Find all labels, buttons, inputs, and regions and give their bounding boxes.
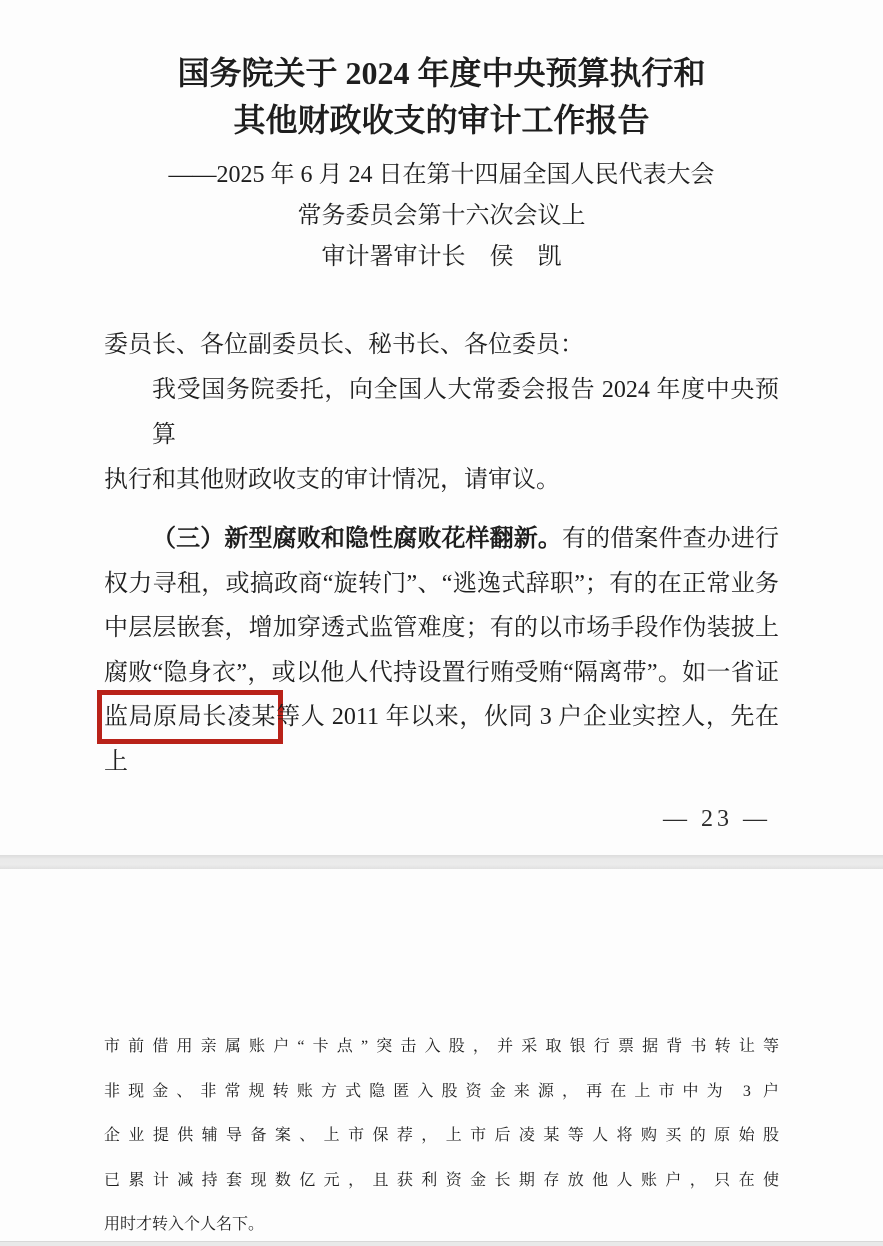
title-line-1: 国务院关于 2024 年度中央预算执行和	[177, 55, 706, 91]
subtitle-line-2: 常务委员会第十六次会议上	[297, 203, 586, 229]
page2-line-3: 企业提供辅导备案、上市保荐，上市后凌某等人将购买的原始股	[104, 1127, 779, 1144]
section-paragraph	[104, 517, 779, 784]
document-title	[104, 50, 779, 144]
section-line-1-rest: 有的借案件查办进行	[562, 526, 780, 552]
section-line-2: 权力寻租，或搞政商“旋转门”、“逃逸式辞职”；有的在正常业务	[104, 570, 779, 597]
page2-line-2: 非现金、非常规转账方式隐匿入股资金来源，再在上市中为 3 户	[104, 1082, 779, 1100]
highlight-box: 监局原局长凌某	[97, 690, 283, 744]
body-text-page2	[104, 1025, 779, 1241]
page2-line-4: 已累计减持套现数亿元，且获利资金长期存放他人账户，只在使	[104, 1171, 779, 1189]
section-line-3: 中层层嵌套，增加穿透式监管难度；有的以市场手段作伪装披上	[104, 615, 779, 641]
title-line-2: 其他财政收支的审计工作报告	[233, 102, 650, 138]
section-heading-bold: （三）新型腐败和隐性腐败花样翻新。	[152, 526, 563, 552]
section-line-5-rest: 等人 2011 年以来，伙同 3 户企业实控人，先在上	[104, 704, 780, 775]
intro-paragraph	[104, 368, 779, 503]
salutation-line: 委员长、各位副委员长、秘书长、各位委员：	[104, 332, 584, 358]
subtitle-line-1: ——2025 年 6 月 24 日在第十四届全国人民代表大会	[168, 162, 715, 188]
page-2	[0, 869, 883, 1241]
intro-line-1: 我受国务院委托，向全国人大常委会报告 2024 年度中央预算	[152, 377, 779, 448]
intro-line-2: 执行和其他财政收支的审计情况，请审议。	[104, 467, 560, 493]
section-line-4: 腐败“隐身衣”，或以他人代持设置行贿受贿“隔离带”。如一省证	[104, 659, 779, 686]
page-number: — 23 —	[663, 806, 771, 832]
page-separator	[0, 855, 883, 869]
section-line-5	[104, 695, 779, 784]
page-separator-bottom	[0, 1241, 883, 1246]
document-subtitle	[104, 155, 779, 278]
page2-line-5: 用时才转入个人名下。	[104, 1216, 265, 1233]
section-line-1	[104, 517, 779, 562]
author-line: 审计署审计长 侯 凯	[321, 244, 562, 270]
page2-line-1: 市前借用亲属账户“卡点”突击入股，并采取银行票据背书转让等	[104, 1038, 779, 1055]
body-text	[104, 323, 779, 832]
